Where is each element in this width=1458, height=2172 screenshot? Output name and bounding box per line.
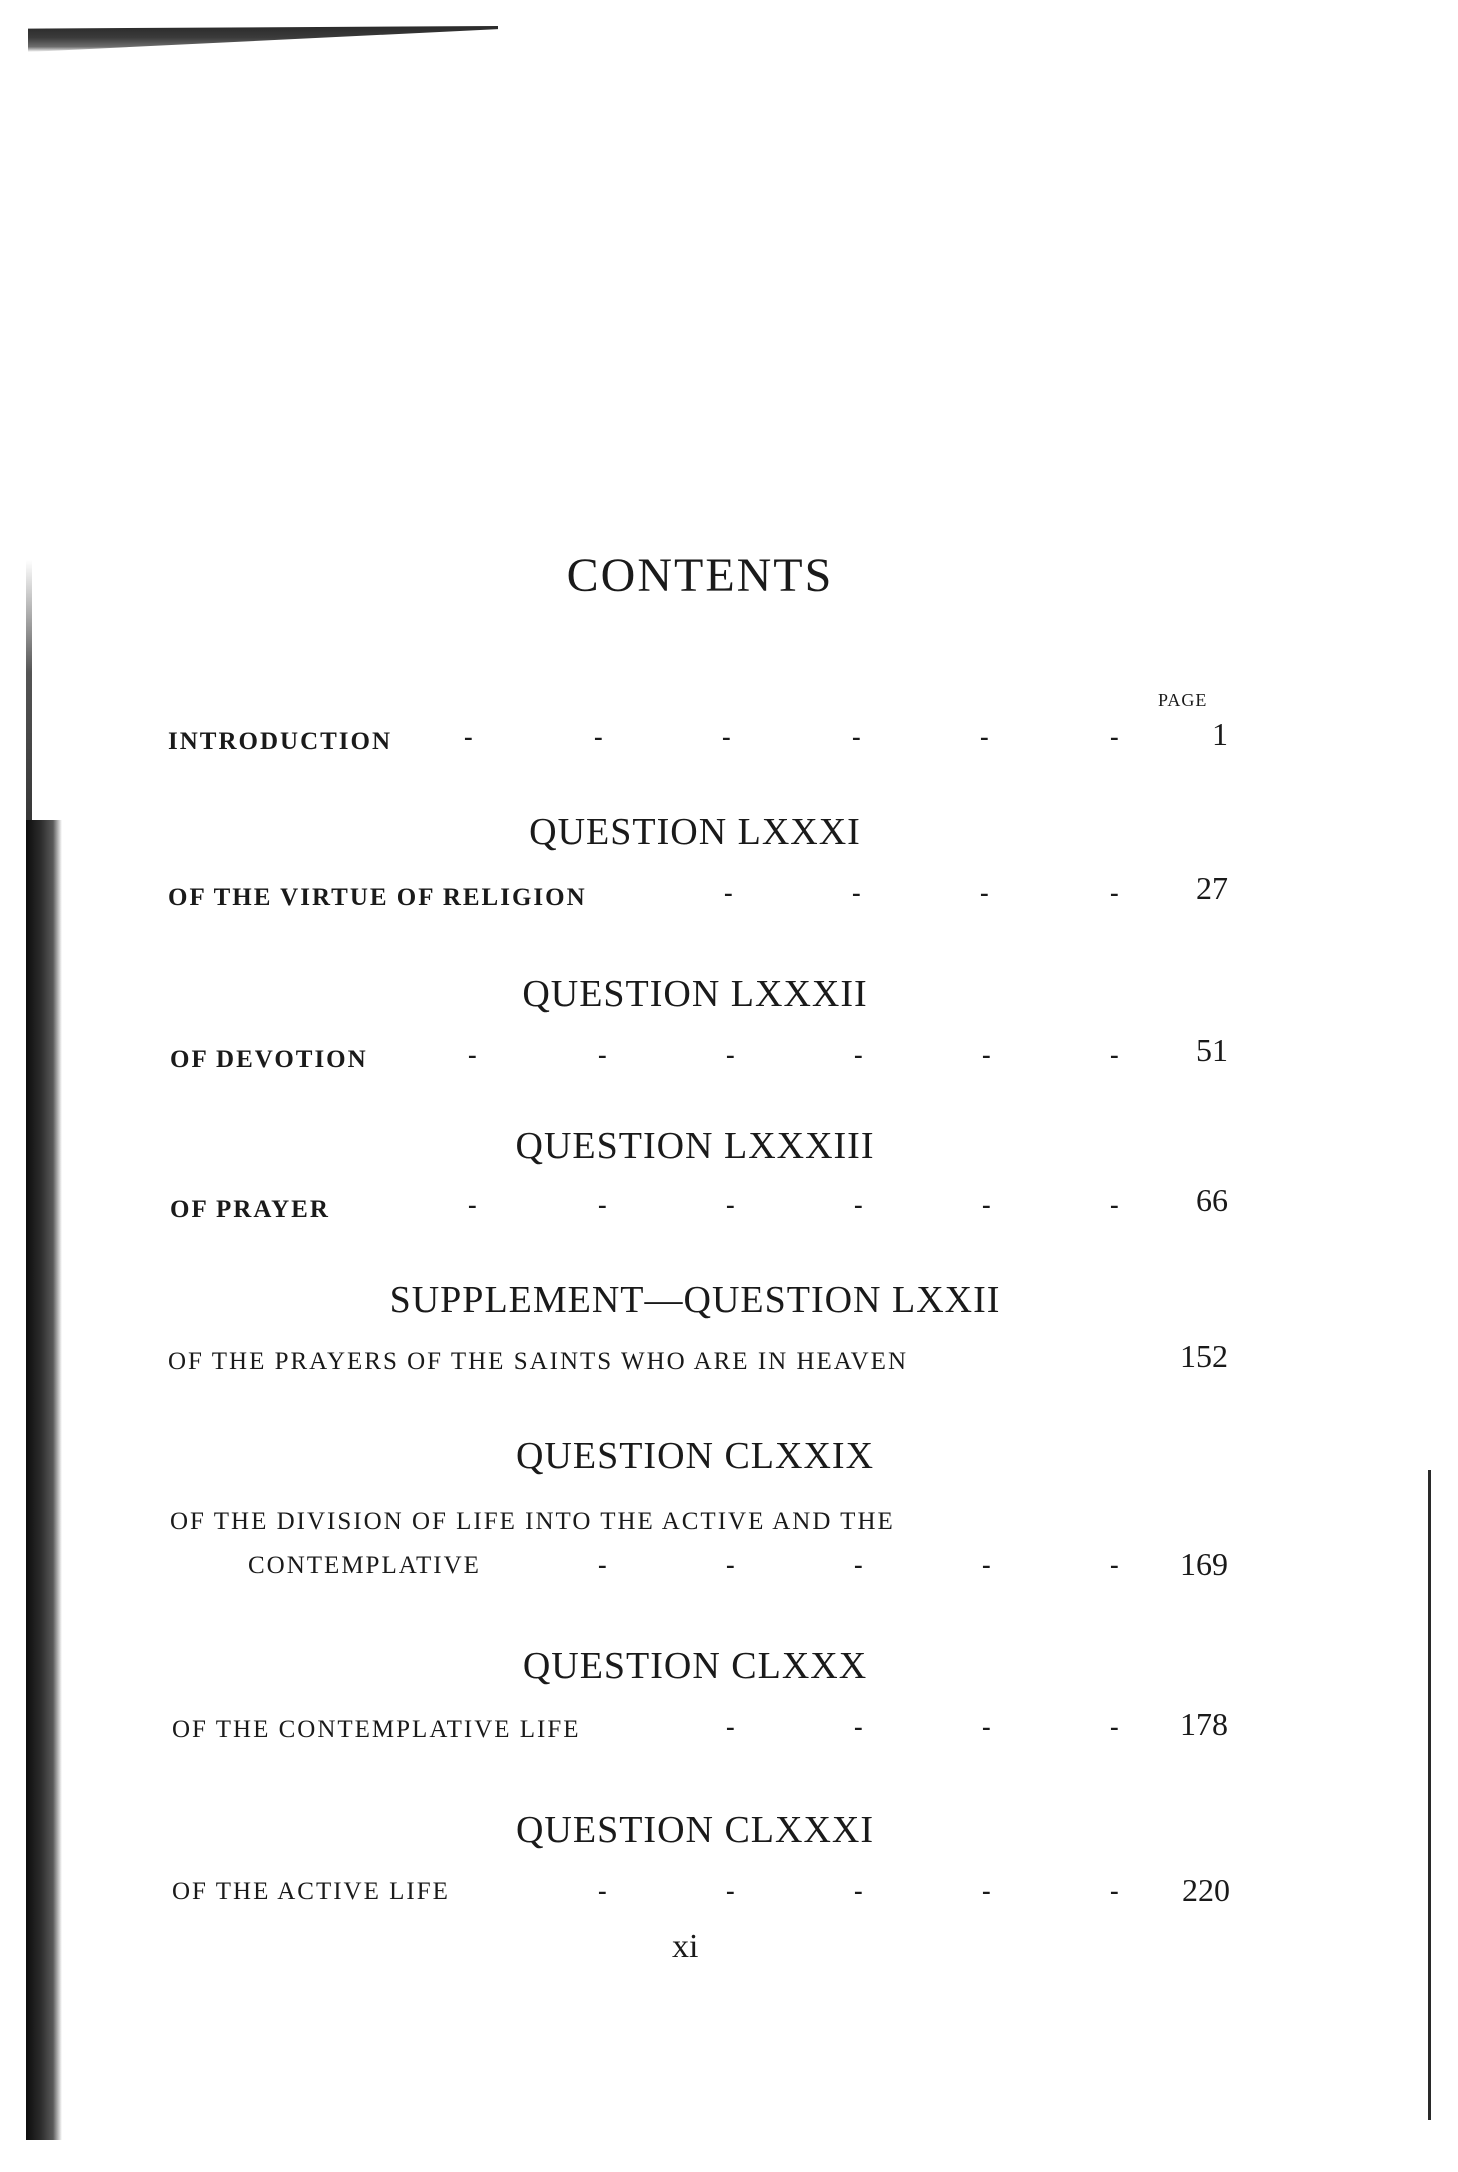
leader: -: [598, 1190, 607, 1219]
section-heading: QUESTION LXXXII: [522, 973, 868, 1015]
leader: -: [726, 1876, 735, 1905]
leader: -: [726, 1550, 735, 1579]
leader: -: [1110, 1712, 1119, 1741]
leader: -: [726, 1712, 735, 1741]
leader: -: [468, 1040, 477, 1069]
toc-page-number: 220: [1182, 1872, 1230, 1908]
leader: -: [854, 1040, 863, 1069]
leader: -: [598, 1876, 607, 1905]
leader: -: [1110, 878, 1119, 907]
scan-artifact-top: [28, 26, 498, 52]
leader: -: [598, 1040, 607, 1069]
section-heading: QUESTION LXXXI: [529, 811, 861, 853]
toc-entry: OF THE CONTEMPLATIVE LIFE: [172, 1716, 581, 1743]
section-heading: QUESTION CLXXX: [522, 1645, 868, 1687]
leader: -: [1110, 1550, 1119, 1579]
leader: -: [468, 1190, 477, 1219]
leader: -: [854, 1712, 863, 1741]
toc-entry: OF THE PRAYERS OF THE SAINTS WHO ARE IN HEAVEN: [168, 1348, 908, 1375]
section-heading: QUESTION CLXXXI: [515, 1809, 875, 1851]
leader: -: [724, 878, 733, 907]
leader: -: [594, 722, 603, 751]
leader: -: [726, 1190, 735, 1219]
scan-artifact-right: [1428, 1470, 1431, 2120]
toc-entry: OF THE DIVISION OF LIFE INTO THE ACTIVE AND THE: [170, 1508, 895, 1535]
leader: -: [982, 1190, 991, 1219]
toc-entry-introduction: INTRODUCTION: [168, 728, 393, 755]
toc-entry: OF THE ACTIVE LIFE: [172, 1878, 450, 1905]
section-heading: QUESTION LXXXIII: [515, 1125, 875, 1167]
leader: -: [982, 1550, 991, 1579]
leader: -: [726, 1040, 735, 1069]
leader: -: [854, 1550, 863, 1579]
leader: -: [854, 1190, 863, 1219]
leader: -: [1110, 1190, 1119, 1219]
page-column-label: PAGE: [1158, 690, 1208, 710]
leader: -: [852, 722, 861, 751]
leader: -: [1110, 1040, 1119, 1069]
toc-page-number: 27: [1196, 870, 1228, 906]
page-folio: xi: [672, 1928, 699, 1965]
leader: -: [598, 1550, 607, 1579]
toc-entry: OF PRAYER: [170, 1196, 330, 1223]
toc-page-number: 178: [1180, 1706, 1228, 1742]
leader: -: [980, 878, 989, 907]
toc-page-number: 66: [1196, 1182, 1228, 1218]
toc-entry-continuation: CONTEMPLATIVE: [248, 1552, 481, 1579]
leader: -: [854, 1876, 863, 1905]
leader: -: [982, 1040, 991, 1069]
leader: -: [982, 1712, 991, 1741]
leader: -: [982, 1876, 991, 1905]
leader: -: [722, 722, 731, 751]
leader: -: [464, 722, 473, 751]
leader: -: [852, 878, 861, 907]
leader: -: [1110, 1876, 1119, 1905]
leader: -: [980, 722, 989, 751]
page-title: CONTENTS: [566, 549, 834, 602]
toc-page-number: 1: [1212, 716, 1228, 752]
section-heading: QUESTION CLXXIX: [515, 1435, 875, 1477]
section-heading: SUPPLEMENT—QUESTION LXXII: [389, 1279, 1001, 1321]
toc-page-number: 169: [1180, 1546, 1228, 1582]
toc-page-number: 51: [1196, 1032, 1228, 1068]
leader: -: [1110, 722, 1119, 751]
toc-entry: OF DEVOTION: [170, 1046, 368, 1073]
toc-entry: OF THE VIRTUE OF RELIGION: [168, 884, 587, 911]
scan-artifact-left: [26, 820, 62, 2140]
toc-page-number: 152: [1180, 1338, 1228, 1374]
